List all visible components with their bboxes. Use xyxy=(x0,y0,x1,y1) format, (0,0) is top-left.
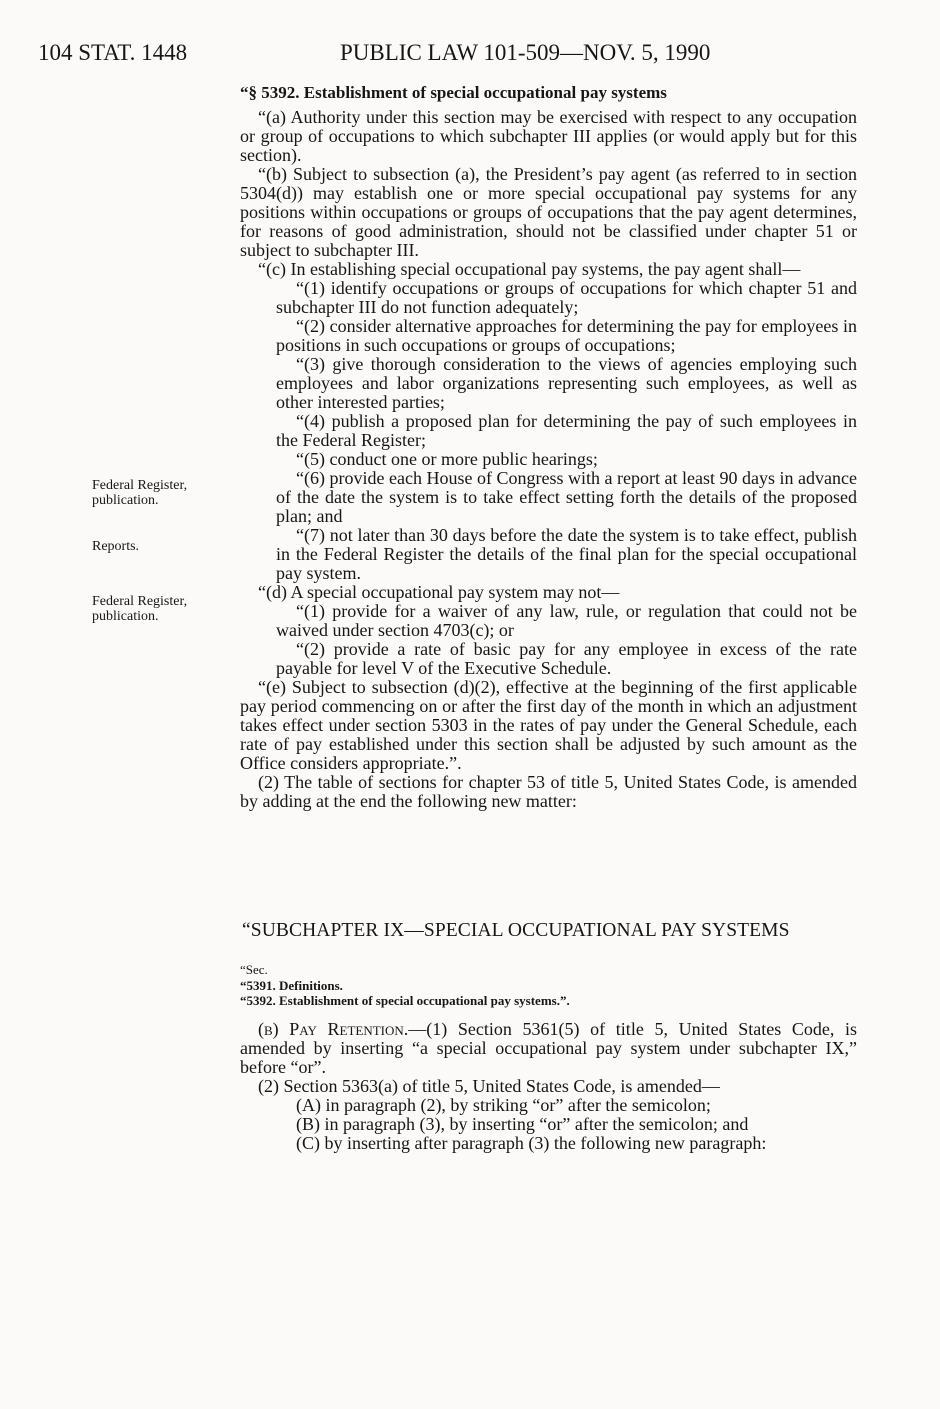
pay-retention-text: —(1) Section 5361(5) of title 5, United States Code, is amended by inserting “a special occupational pay system under subchapter IX,” before “or”. xyxy=(240,1019,857,1077)
toc-entry xyxy=(240,993,570,1009)
margin-note-reports: Reports. xyxy=(92,539,140,554)
subsection-d-intro: “(d) A special occupational pay system may not— xyxy=(258,582,620,602)
list-item: “(2) provide a rate of basic pay for any employee in excess of the rate payable for level V of the Executive Schedule. xyxy=(276,639,857,678)
list-item: “(4) publish a proposed plan for determining the pay of such employees in the Federal Register; xyxy=(276,411,857,450)
list-item: “(7) not later than 30 days before the date the system is to take effect, publish in the Federal Register the details of the final plan for the special occupational pay system. xyxy=(276,525,857,583)
page-title: PUBLIC LAW 101-509—NOV. 5, 1990 xyxy=(340,40,711,65)
subsection-e: “(e) Subject to subsection (d)(2), effective at the beginning of the first applicable pay period commencing on or after the first day of the month in which an adjustment takes effect under section 5303 in the rates of pay under the General Schedule, each rate of pay established under this section shall be adjusted by such amount as the Office considers appropriate.”. xyxy=(240,677,857,773)
pay-retention-caption: (b) Pay Retention. xyxy=(258,1019,409,1039)
subsection-b: “(b) Subject to subsection (a), the President’s pay agent (as referred to in section 5304(d)) may establish one or more special occupational pay systems for any positions within occupations or groups of occupations that the pay agent determines, for reasons of good administration, should not be classified under chapter 51 or subject to subchapter III. xyxy=(240,164,857,260)
list-item: “(2) consider alternative approaches for determining the pay for employees in positions in such occupations or groups of occupations; xyxy=(276,316,857,355)
toc-entry-text: “5392. Establishment of special occupational pay systems.”. xyxy=(240,993,570,1008)
list-item: “(5) conduct one or more public hearings; xyxy=(296,449,598,469)
margin-note-federal-register: Federal Register, publication. xyxy=(92,478,188,508)
pay-retention-p1 xyxy=(240,1020,857,1077)
table-amendment: (2) The table of sections for chapter 53 of title 5, United States Code, is amended by adding at the end the following new matter: xyxy=(240,772,857,811)
section-body xyxy=(240,108,857,811)
list-item: (C) by inserting after paragraph (3) the following new paragraph: xyxy=(296,1133,767,1153)
list-item: “(3) give thorough consideration to the views of agencies employing such employees and labor organizations representing such employees, as well as other interested parties; xyxy=(276,354,857,412)
section-heading: “§ 5392. Establishment of special occupational pay systems xyxy=(240,83,667,102)
list-item: “(1) provide for a waiver of any law, rule, or regulation that could not be waived under section 4703(c); or xyxy=(276,601,857,640)
subsection-c-intro: “(c) In establishing special occupational pay systems, the pay agent shall— xyxy=(258,259,801,279)
pay-retention-body xyxy=(240,1020,857,1153)
toc-sec-label: “Sec. xyxy=(240,962,268,977)
list-item: “(6) provide each House of Congress with a report at least 90 days in advance of the date the system is to take effect setting forth the details of the proposed plan; and xyxy=(276,468,857,526)
pay-retention-p2: (2) Section 5363(a) of title 5, United States Code, is amended— xyxy=(258,1076,720,1096)
subchapter-heading: “SUBCHAPTER IX—SPECIAL OCCUPATIONAL PAY SYSTEMS xyxy=(242,920,790,941)
margin-note-federal-register: Federal Register, publication. xyxy=(92,594,188,624)
toc-entry-text: “5391. Definitions. xyxy=(240,978,343,993)
list-item: (A) in paragraph (2), by striking “or” after the semicolon; xyxy=(296,1095,711,1115)
toc-entry xyxy=(240,978,343,994)
page-reference: 104 STAT. 1448 xyxy=(38,40,188,65)
subsection-a: “(a) Authority under this section may be exercised with respect to any occupation or group of occupations to which subchapter III applies (or would apply but for this section). xyxy=(240,107,857,165)
list-item: “(1) identify occupations or groups of occupations for which chapter 51 and subchapter III do not function adequately; xyxy=(276,278,857,317)
list-item: (B) in paragraph (3), by inserting “or” after the semicolon; and xyxy=(296,1114,749,1134)
